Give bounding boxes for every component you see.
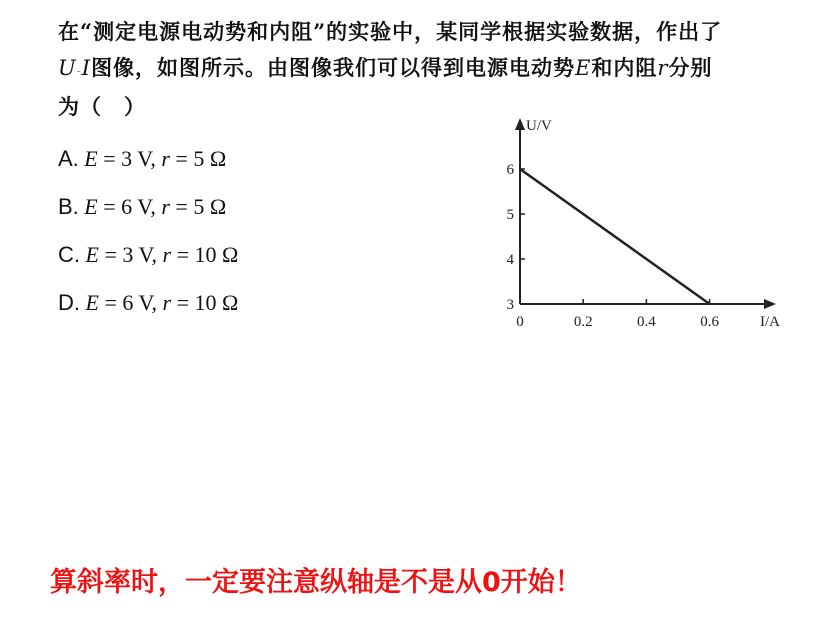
option-r-symbol: r (161, 194, 170, 219)
equals-sign: = (169, 146, 194, 171)
u-i-graph (490, 110, 800, 340)
option-letter: D. (58, 290, 80, 315)
x-tick-label: 0.6 (700, 314, 719, 330)
option-e-symbol: E (85, 290, 99, 315)
option-b[interactable] (58, 194, 226, 220)
y-tick-label: 6 (506, 162, 514, 178)
option-r-symbol: r (162, 290, 172, 315)
ohm-unit: Ω (216, 242, 239, 267)
equals-sign: = (97, 194, 122, 219)
y-tick-label: 4 (506, 252, 514, 268)
option-r-value: 10 (194, 290, 217, 315)
option-e-symbol: E (85, 242, 99, 267)
option-r-symbol: r (161, 146, 170, 171)
equals-sign: = (98, 242, 123, 267)
option-letter: A. (58, 146, 79, 171)
question-line-3: 为（ ） (58, 94, 146, 119)
u-symbol: U (58, 56, 77, 80)
question-stem (58, 14, 798, 125)
ohm-unit: Ω (216, 290, 239, 315)
x-tick-label: 0.4 (637, 314, 656, 330)
x-tick-label: 0.2 (573, 314, 593, 330)
i-symbol: I (81, 56, 92, 80)
tip-note: 算斜率时，一定要注意纵轴是不是从0开始！ (50, 567, 582, 598)
y-axis-arrow (515, 118, 525, 130)
option-c[interactable] (58, 242, 238, 268)
u-i-separator: - (76, 64, 82, 78)
option-r-symbol: r (162, 242, 172, 267)
equals-sign: = (98, 290, 123, 315)
option-r-value: 5 (193, 194, 205, 219)
y-axis-label: U/V (526, 118, 552, 134)
option-d[interactable] (58, 290, 238, 316)
x-axis-arrow (764, 299, 776, 309)
volt-unit: V, (132, 194, 162, 219)
option-e-value: 6 (122, 290, 134, 315)
volt-unit: V, (132, 146, 162, 171)
option-e-symbol: E (84, 194, 98, 219)
e-symbol: E (575, 56, 592, 80)
volt-unit: V, (133, 290, 163, 315)
r-symbol: r (657, 56, 669, 80)
question-text-part2: 和内阻 (591, 55, 658, 80)
volt-unit: V, (133, 242, 163, 267)
ohm-unit: Ω (204, 146, 227, 171)
option-letter: B. (58, 194, 79, 219)
question-line-1: 在“测定电源电动势和内阻”的实验中，某同学根据实验数据，作出了 (58, 19, 723, 44)
y-tick-label: 5 (506, 207, 514, 223)
equals-sign: = (171, 242, 195, 267)
x-tick-label: 0 (516, 314, 524, 330)
equals-sign: = (169, 194, 194, 219)
option-e-value: 6 (121, 194, 133, 219)
question-text-part1: 图像，如图所示。由图像我们可以得到电源电动势 (91, 55, 576, 80)
option-r-value: 10 (194, 242, 217, 267)
question-text-part3: 分别 (668, 55, 713, 80)
option-e-value: 3 (121, 146, 133, 171)
equals-sign: = (171, 290, 195, 315)
y-tick-label: 3 (506, 297, 514, 313)
ohm-unit: Ω (204, 194, 227, 219)
option-e-value: 3 (122, 242, 134, 267)
option-a[interactable] (58, 146, 226, 172)
option-r-value: 5 (193, 146, 205, 171)
u-i-line (520, 169, 710, 304)
x-axis-label: I/A (760, 314, 780, 330)
option-letter: C. (58, 242, 80, 267)
option-e-symbol: E (84, 146, 98, 171)
question-line-2 (58, 50, 798, 89)
equals-sign: = (97, 146, 122, 171)
